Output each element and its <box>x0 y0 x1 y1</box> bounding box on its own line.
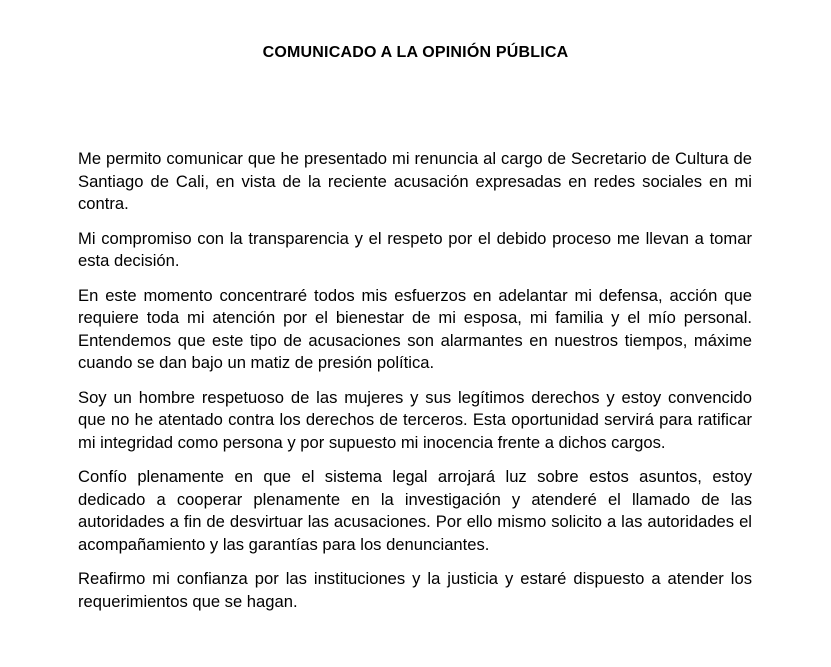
document-title: COMUNICADO A LA OPINIÓN PÚBLICA <box>262 44 569 61</box>
paragraph-resignation: Me permito comunicar que he presentado mi renuncia al cargo de Secretario de Cultura de Santiago de Cali, en vista de la reciente acusación expresadas en redes sociales en mi contra. <box>78 149 752 213</box>
paragraph-commitment: Mi compromiso con la transparencia y el respeto por el debido proceso me llevan a tomar esta decisión. <box>78 228 752 270</box>
paragraph-respect: Soy un hombre respetuoso de las mujeres y sus legítimos derechos y estoy convencido que no he atentado contra los derechos de terceros. Esta oportunidad servirá para ratificar mi integridad como persona y por supuesto mi inocencia frente a dichos cargos. <box>78 387 752 452</box>
paragraph-defense: En este momento concentraré todos mis esfuerzos en adelantar mi defensa, acción que requiere toda mi atención por el bienestar de mi esposa, mi familia y el mío personal. Entendemos que este tipo de acusaciones son alarmantes en nuestros tiempos, máxime cuando se dan bajo un matiz de presión política. <box>78 285 752 372</box>
paragraph-reaffirm: Reafirmo mi confianza por las instituciones y la justicia y estaré dispuesto a atender los requerimientos que se hagan. <box>78 569 752 611</box>
document-body <box>78 148 752 625</box>
paragraph-legal-system: Confío plenamente en que el sistema legal arrojará luz sobre estos asuntos, estoy dedicado a cooperar plenamente en la investigación y atenderé el llamado de las autoridades a fin de desvirtuar las acusaciones. Por ello mismo solicito a las autoridades el acompañamiento y las garantías para los denunciantes. <box>78 467 752 554</box>
